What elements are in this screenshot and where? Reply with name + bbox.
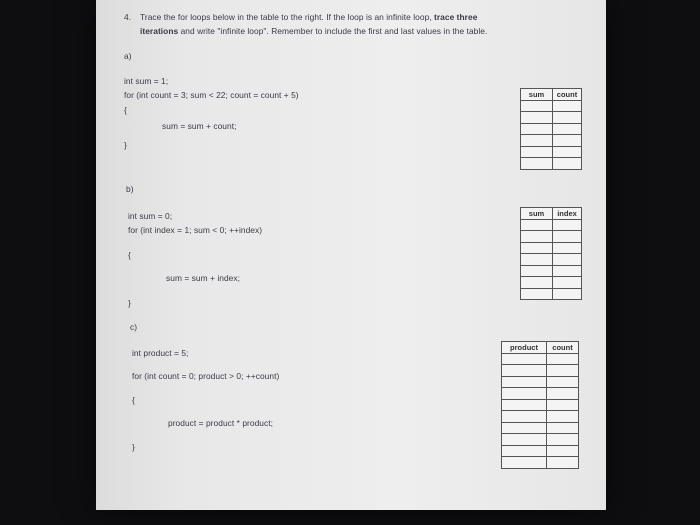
answer-cell[interactable] bbox=[553, 231, 582, 243]
part-c-code-line-3: { bbox=[132, 395, 135, 405]
answer-cell[interactable] bbox=[521, 242, 553, 254]
part-a-code-line-4: sum = sum + count; bbox=[162, 121, 237, 131]
answer-cell[interactable] bbox=[521, 146, 553, 158]
part-a-label: a) bbox=[124, 51, 132, 61]
answer-cell[interactable] bbox=[547, 376, 579, 388]
answer-cell[interactable] bbox=[553, 158, 582, 170]
table-row bbox=[521, 135, 582, 147]
answer-cell[interactable] bbox=[553, 112, 582, 124]
table-row bbox=[502, 411, 579, 423]
answer-cell[interactable] bbox=[521, 158, 553, 170]
part-a-code-line-2: for (int count = 3; sum < 22; count = count + 5) bbox=[124, 90, 299, 100]
table-row bbox=[521, 146, 582, 158]
question-line-1: Trace the for loops below in the table to the right. If the loop is an infinite loop, trace three bbox=[140, 12, 478, 22]
table-row bbox=[521, 219, 582, 231]
answer-cell[interactable] bbox=[547, 457, 579, 469]
part-c-code-line-5: } bbox=[132, 442, 135, 452]
answer-cell[interactable] bbox=[521, 135, 553, 147]
answer-cell[interactable] bbox=[553, 146, 582, 158]
question-line-2: iterations and write "infinite loop". Remember to include the first and last values in the table. bbox=[140, 26, 488, 36]
answer-cell[interactable] bbox=[547, 434, 579, 446]
table-row bbox=[521, 288, 582, 300]
answer-cell[interactable] bbox=[502, 399, 547, 411]
part-a-code-line-1: int sum = 1; bbox=[124, 76, 169, 86]
answer-cell[interactable] bbox=[547, 353, 579, 365]
answer-cell[interactable] bbox=[553, 135, 582, 147]
answer-cell[interactable] bbox=[553, 288, 582, 300]
part-b-header-sum: sum bbox=[521, 208, 553, 220]
part-a-header-count: count bbox=[553, 89, 582, 101]
table-row bbox=[502, 376, 579, 388]
part-b-code-line-4: sum = sum + index; bbox=[166, 273, 240, 283]
answer-cell[interactable] bbox=[547, 411, 579, 423]
answer-cell[interactable] bbox=[502, 422, 547, 434]
part-a-table-body bbox=[521, 100, 582, 169]
part-b-header-index: index bbox=[553, 208, 582, 220]
answer-cell[interactable] bbox=[547, 399, 579, 411]
answer-cell[interactable] bbox=[553, 100, 582, 112]
part-b-trace-table bbox=[520, 207, 582, 300]
table-row bbox=[521, 231, 582, 243]
answer-cell[interactable] bbox=[502, 434, 547, 446]
answer-cell[interactable] bbox=[547, 445, 579, 457]
answer-cell[interactable] bbox=[553, 242, 582, 254]
part-b-table-body bbox=[521, 219, 582, 300]
table-row bbox=[502, 399, 579, 411]
part-b-code-line-5: } bbox=[128, 298, 131, 308]
part-c-code-line-4: product = product * product; bbox=[168, 418, 273, 428]
part-c-trace-table bbox=[501, 341, 579, 469]
part-c-header-count: count bbox=[547, 342, 579, 354]
part-c-code-line-1: int product = 5; bbox=[132, 348, 189, 358]
question-number: 4. bbox=[124, 12, 132, 22]
part-b-code-line-1: int sum = 0; bbox=[128, 211, 173, 221]
answer-cell[interactable] bbox=[502, 445, 547, 457]
answer-cell[interactable] bbox=[553, 277, 582, 289]
answer-cell[interactable] bbox=[553, 219, 582, 231]
table-row bbox=[521, 265, 582, 277]
part-a-code-line-5: } bbox=[124, 140, 127, 150]
answer-cell[interactable] bbox=[521, 288, 553, 300]
table-row bbox=[521, 277, 582, 289]
table-row bbox=[521, 112, 582, 124]
table-row bbox=[502, 365, 579, 377]
answer-cell[interactable] bbox=[502, 388, 547, 400]
table-row bbox=[502, 457, 579, 469]
answer-cell[interactable] bbox=[521, 112, 553, 124]
answer-cell[interactable] bbox=[521, 219, 553, 231]
table-row bbox=[521, 123, 582, 135]
table-row bbox=[502, 422, 579, 434]
answer-cell[interactable] bbox=[521, 100, 553, 112]
answer-cell[interactable] bbox=[547, 422, 579, 434]
answer-cell[interactable] bbox=[553, 265, 582, 277]
answer-cell[interactable] bbox=[547, 388, 579, 400]
answer-cell[interactable] bbox=[553, 123, 582, 135]
part-b-code-line-3: { bbox=[128, 250, 131, 260]
table-row bbox=[521, 242, 582, 254]
worksheet-page bbox=[96, 0, 606, 510]
answer-cell[interactable] bbox=[521, 265, 553, 277]
table-row bbox=[521, 100, 582, 112]
answer-cell[interactable] bbox=[553, 254, 582, 266]
table-row bbox=[502, 388, 579, 400]
answer-cell[interactable] bbox=[502, 411, 547, 423]
answer-cell[interactable] bbox=[521, 254, 553, 266]
part-a-header-sum: sum bbox=[521, 89, 553, 101]
table-row bbox=[521, 158, 582, 170]
part-b-code-line-2: for (int index = 1; sum < 0; ++index) bbox=[128, 225, 263, 235]
answer-cell[interactable] bbox=[502, 365, 547, 377]
part-a-code-line-3: { bbox=[124, 105, 127, 115]
part-c-table-body bbox=[502, 353, 579, 468]
answer-cell[interactable] bbox=[502, 457, 547, 469]
answer-cell[interactable] bbox=[521, 277, 553, 289]
part-a-trace-table bbox=[520, 88, 582, 170]
answer-cell[interactable] bbox=[502, 353, 547, 365]
table-row bbox=[521, 254, 582, 266]
answer-cell[interactable] bbox=[521, 123, 553, 135]
part-c-header-product: product bbox=[502, 342, 547, 354]
table-row bbox=[502, 434, 579, 446]
part-c-code-line-2: for (int count = 0; product > 0; ++count) bbox=[132, 371, 280, 381]
part-c-label: c) bbox=[130, 322, 138, 332]
part-b-label: b) bbox=[126, 184, 134, 194]
answer-cell[interactable] bbox=[502, 376, 547, 388]
table-row bbox=[502, 445, 579, 457]
answer-cell[interactable] bbox=[521, 231, 553, 243]
table-row bbox=[502, 353, 579, 365]
answer-cell[interactable] bbox=[547, 365, 579, 377]
